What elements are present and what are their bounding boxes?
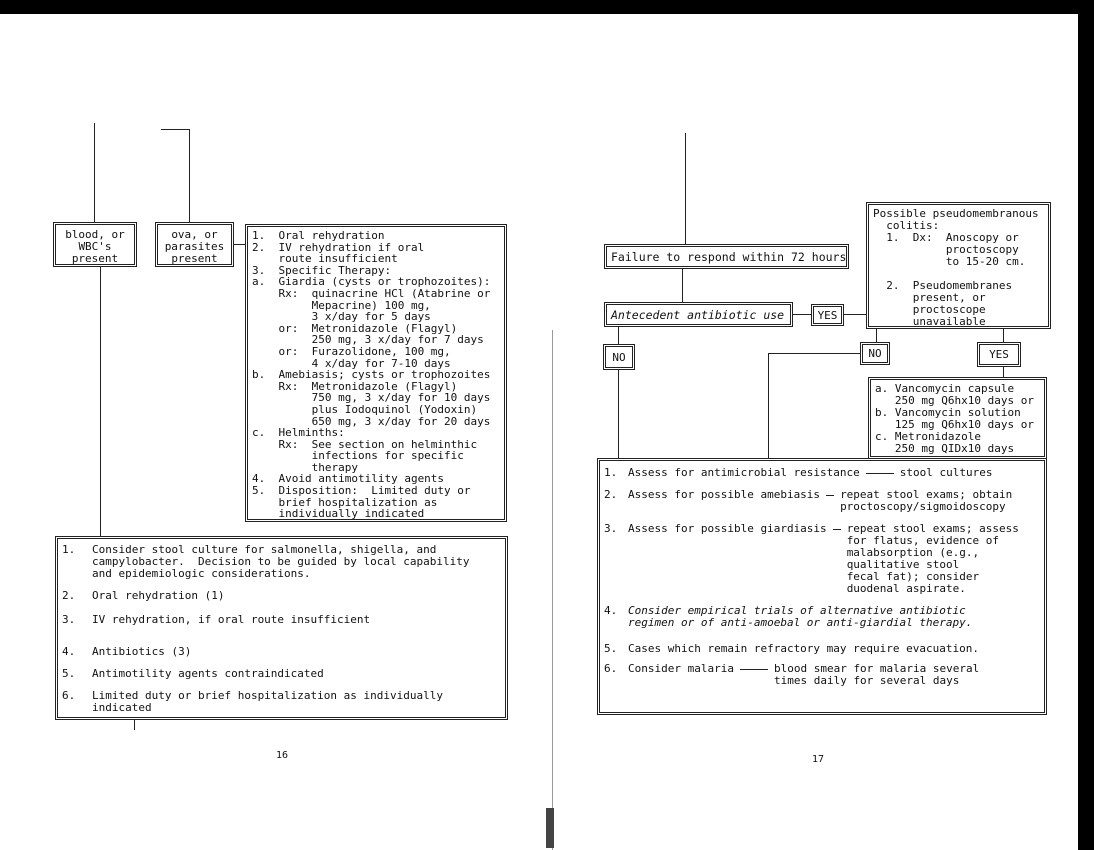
- consider-item-number: 5.: [62, 667, 76, 680]
- pseudomembranous-box: Possible pseudomembranous colitis: 1. Dx: Anoscopy or proctoscopy to 15-20 cm. 2. Pseudomembranes present, or proctoscope unavailable: [866, 202, 1051, 329]
- antecedent-box: Antecedent antibiotic use: [604, 302, 793, 327]
- vancomycin-box: a. Vancomycin capsule 250 mg Q6hx10 days or b. Vancomycin solution 125 mg Q6hx10 days or c. Metronidazole 250 mg QIDx10 days: [868, 377, 1047, 459]
- consider-item-text: Oral rehydration (1): [92, 589, 225, 602]
- consider-item: [62, 590, 501, 602]
- arrow-line: [740, 669, 768, 670]
- treatment-line: 5. Disposition: Limited duty or: [252, 484, 471, 498]
- connector-antecedent-no: [618, 326, 619, 346]
- assess-item-result: repeat stool exams; obtain proctoscopy/sigmoidoscopy: [840, 488, 1013, 513]
- page-number-left: 16: [276, 750, 289, 761]
- consider-item-number: 6.: [62, 689, 76, 702]
- consider-item-text: IV rehydration, if oral route insufficient: [92, 613, 371, 626]
- treatment-line: Mepacrine) 100 mg,: [252, 298, 431, 312]
- assess-item-number: 3.: [604, 522, 618, 535]
- consider-item-text: Consider stool culture for salmonella, shigella, and campylobacter. Decision to be guided by local capability and epidemiologic considerations.: [92, 543, 470, 580]
- connector-pseudo-yes: [1003, 328, 1004, 342]
- connector-no2-down: [768, 353, 769, 459]
- consider-item: [62, 646, 501, 658]
- treatment-line: Rx: quinacrine HCl (Atabrine or: [252, 286, 491, 300]
- assess-item-text: Assess for possible giardiasis: [628, 522, 827, 535]
- treatment-list-box: [245, 224, 507, 522]
- treatment-list: [252, 230, 500, 520]
- treatment-line: 650 mg, 3 x/day for 20 days: [252, 414, 491, 428]
- assess-item: [604, 523, 1040, 595]
- treatment-line: 750 mg, 3 x/day for 10 days: [252, 391, 491, 405]
- no-label-2: NO: [860, 342, 890, 365]
- treatment-line: 1. Oral rehydration: [252, 229, 385, 242]
- box-ova-parasites: ova, or parasites present: [155, 222, 234, 267]
- treatment-line: 3. Specific Therapy:: [252, 263, 392, 277]
- treatment-line: c. Helminths:: [252, 426, 345, 440]
- assess-item-text: Assess for possible amebiasis: [628, 488, 821, 501]
- assess-item-text: Consider malaria: [628, 662, 734, 675]
- connector-ova-top: [189, 129, 190, 222]
- page-number-right: 17: [812, 754, 825, 765]
- treatment-line: 3 x/day for 5 days: [252, 310, 431, 324]
- consider-item-text: Antibiotics (3): [92, 645, 192, 658]
- consider-item: [62, 668, 501, 680]
- treatment-line: brief hospitalization as: [252, 495, 438, 509]
- connector-failure-antecedent: [682, 268, 683, 302]
- arrow-line: [833, 529, 841, 530]
- assess-item-number: 5.: [604, 642, 618, 655]
- assess-item-text: Assess for antimicrobial resistance: [628, 466, 860, 479]
- connector-yes-pseudo: [843, 314, 866, 315]
- arrow-line: [866, 473, 894, 474]
- assess-item: [604, 663, 1040, 687]
- assess-item: [604, 489, 1040, 513]
- assess-list: [604, 467, 1040, 687]
- assess-item: [604, 467, 1040, 479]
- treatment-line: therapy: [252, 460, 358, 474]
- consider-item-number: 1.: [62, 543, 76, 556]
- connector-ova-corner: [161, 129, 190, 130]
- treatment-line: a. Giardia (cysts or trophozoites):: [252, 275, 491, 289]
- consider-item: [62, 544, 501, 580]
- assess-item-number: 6.: [604, 662, 618, 675]
- treatment-line: plus Iodoquinol (Yodoxin): [252, 402, 478, 416]
- connector-no-assess: [618, 370, 619, 458]
- treatment-line: b. Amebiasis; cysts or trophozoites: [252, 368, 491, 382]
- consider-item-number: 3.: [62, 613, 76, 626]
- yes-label-1: YES: [811, 304, 844, 326]
- assess-item-text: Consider empirical trials of alternative antibiotic regimen or of anti-amoebal or anti-giardial therapy.: [628, 604, 973, 629]
- connector-pseudo-no: [876, 328, 877, 342]
- treatment-line: individually indicated: [252, 507, 425, 521]
- consider-item-text: Limited duty or brief hospitalization as individually indicated: [92, 689, 443, 714]
- box-blood-wbc: blood, or WBC's present: [53, 222, 137, 267]
- connector-bottom-tick: [134, 720, 135, 730]
- treatment-line: 4. Avoid antimotility agents: [252, 472, 445, 486]
- assess-item-number: 4.: [604, 604, 618, 617]
- treatment-line: Rx: See section on helminthic: [252, 437, 478, 451]
- assess-item-result: blood smear for malaria several times daily for several days: [773, 662, 980, 687]
- connector-blood-down: [100, 266, 101, 538]
- treatment-line: 250 mg, 3 x/day for 7 days: [252, 333, 484, 347]
- assess-item-result: repeat stool exams; assess for flatus, evidence of malabsorption (e.g., qualitative stool fecal fat); consider duodenal aspirate.: [846, 522, 1019, 595]
- consider-item-number: 2.: [62, 589, 76, 602]
- treatment-line: or: Furazolidone, 100 mg,: [252, 344, 451, 358]
- page-divider: [552, 330, 553, 850]
- consider-item-text: Antimotility agents contraindicated: [92, 667, 324, 680]
- treatment-line: 4 x/day for 7-10 days: [252, 356, 451, 370]
- assess-item-result: stool cultures: [899, 466, 993, 479]
- top-scan-border: [0, 0, 1094, 14]
- assess-item: [604, 643, 1040, 655]
- treatment-line: Rx: Metronidazole (Flagyl): [252, 379, 458, 393]
- no-label-1: NO: [603, 344, 635, 370]
- connector-blood-top: [94, 123, 95, 222]
- connector-no2-horizontal: [768, 353, 860, 354]
- failure-box: Failure to respond within 72 hours: [604, 244, 849, 269]
- treatment-line: infections for specific: [252, 449, 464, 463]
- consider-item: [62, 614, 501, 626]
- consider-item-number: 4.: [62, 645, 76, 658]
- consider-list: [62, 544, 501, 714]
- assess-item-number: 1.: [604, 466, 618, 479]
- connector-top: [685, 133, 686, 244]
- arrow-line: [826, 495, 834, 496]
- right-scan-border: [1078, 14, 1094, 850]
- spine-shadow: [546, 808, 554, 848]
- yes-label-2: YES: [977, 342, 1021, 367]
- assess-item-text: Cases which remain refractory may require evacuation.: [628, 642, 979, 655]
- treatment-line: 2. IV rehydration if oral: [252, 240, 425, 254]
- assess-item-number: 2.: [604, 488, 618, 501]
- connector-antecedent-yes: [792, 314, 812, 315]
- consider-item: [62, 690, 501, 714]
- treatment-line: or: Metronidazole (Flagyl): [252, 321, 458, 335]
- assess-item: [604, 605, 1040, 629]
- treatment-line: route insufficient: [252, 252, 398, 266]
- consider-list-box: [55, 536, 508, 720]
- assess-list-box: [597, 458, 1047, 715]
